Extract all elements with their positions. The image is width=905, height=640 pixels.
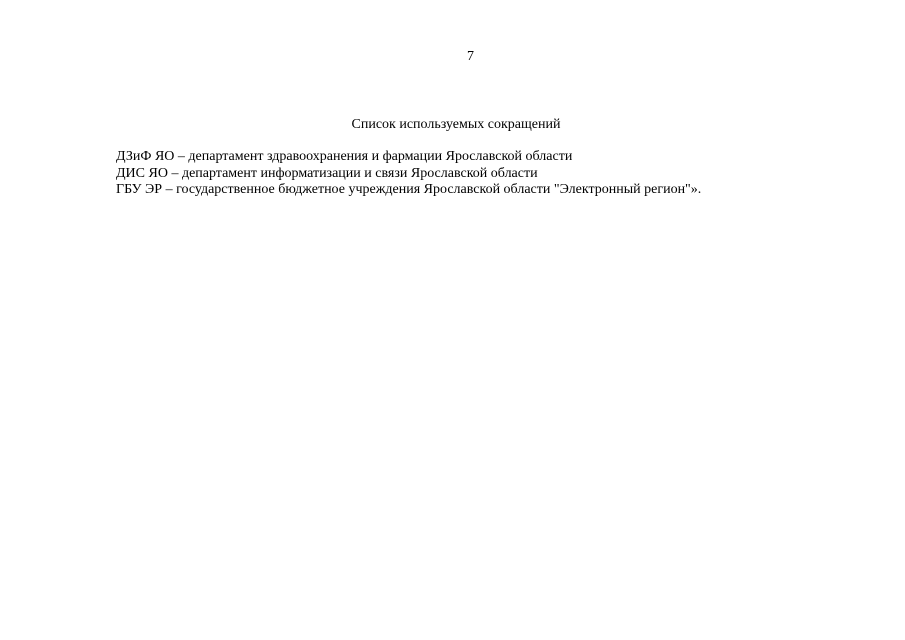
abbreviation-item-dis: ДИС ЯО – департамент информатизации и связи Ярославской области [116, 165, 538, 181]
abbreviation-item-dzif: ДЗиФ ЯО – департамент здравоохранения и фармации Ярославской области [116, 149, 573, 164]
section-title: Список используемых сокращений [351, 117, 561, 132]
abbreviation-item-gbu-er: ГБУ ЭР – государственное бюджетное учреждения Ярославской области "Электронный регион"». [116, 182, 702, 197]
page-number: 7 [467, 49, 474, 64]
abbreviations-list [116, 149, 876, 199]
